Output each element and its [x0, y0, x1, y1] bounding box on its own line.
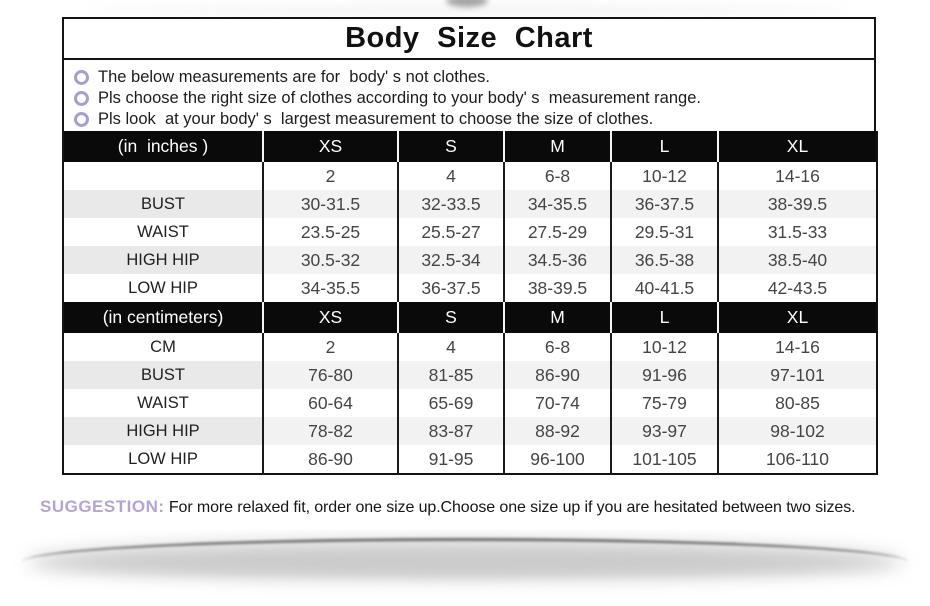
measure-label-cell: HIGH HIP — [63, 417, 263, 445]
bullet-ring-icon — [74, 70, 89, 85]
size-value-cell: 96-100 — [504, 445, 611, 474]
title-row — [64, 19, 874, 60]
size-value-cell: 106-110 — [718, 445, 877, 474]
size-value-cell: 2 — [263, 333, 398, 361]
table-row — [63, 445, 877, 474]
centimeters-size-table — [62, 302, 878, 475]
table-row — [63, 389, 877, 417]
size-value-cell: 80-85 — [718, 389, 877, 417]
top-shadow-streak — [90, 6, 850, 12]
size-value-cell: 97-101 — [718, 361, 877, 389]
size-tables — [62, 131, 876, 475]
size-value-cell: 70-74 — [504, 389, 611, 417]
unit-header-cell: (in inches ) — [63, 131, 263, 162]
size-value-cell: 38.5-40 — [718, 246, 877, 274]
size-value-cell: 30.5-32 — [263, 246, 398, 274]
size-col-header: XL — [718, 302, 877, 333]
size-value-cell: 98-102 — [718, 417, 877, 445]
size-value-cell: 4 — [398, 333, 504, 361]
size-value-cell: 2 — [263, 162, 398, 190]
size-value-cell: 36-37.5 — [611, 190, 718, 218]
size-value-cell: 10-12 — [611, 333, 718, 361]
bullet-ring-icon — [74, 91, 89, 106]
size-value-cell: 6-8 — [504, 162, 611, 190]
size-col-header: M — [504, 302, 611, 333]
note-text: Pls choose the right size of clothes according to your body' s measurement range. — [98, 89, 701, 107]
top-shadow-smudge — [446, 0, 488, 7]
measure-label-cell: BUST — [63, 190, 263, 218]
size-value-cell: 60-64 — [263, 389, 398, 417]
size-col-header: XS — [263, 131, 398, 162]
curl-shadow-lens — [28, 541, 902, 583]
table-header-row — [63, 302, 877, 333]
note-line — [74, 109, 866, 130]
measure-label-cell: CM — [63, 333, 263, 361]
size-value-cell: 36.5-38 — [611, 246, 718, 274]
note-line — [74, 88, 866, 109]
page-title: Body Size Chart — [345, 22, 593, 54]
bottom-curl-shadow — [0, 530, 930, 606]
size-col-header: S — [398, 302, 504, 333]
size-value-cell: 36-37.5 — [398, 274, 504, 302]
size-value-cell: 91-95 — [398, 445, 504, 474]
size-col-header: L — [611, 131, 718, 162]
table-row — [63, 218, 877, 246]
size-value-cell: 86-90 — [504, 361, 611, 389]
note-text: Pls look at your body' s largest measurement to choose the size of clothes. — [98, 110, 654, 128]
table-header-row — [63, 131, 877, 162]
size-value-cell: 27.5-29 — [504, 218, 611, 246]
unit-header-cell: (in centimeters) — [63, 302, 263, 333]
size-value-cell: 29.5-31 — [611, 218, 718, 246]
size-value-cell: 10-12 — [611, 162, 718, 190]
measure-label-cell — [63, 162, 263, 190]
curl-shadow-fade — [0, 574, 930, 606]
size-value-cell: 34-35.5 — [504, 190, 611, 218]
table-row — [63, 417, 877, 445]
size-value-cell: 14-16 — [718, 162, 877, 190]
note-line — [74, 67, 866, 88]
measure-label-cell: BUST — [63, 361, 263, 389]
note-text: The below measurements are for body' s not clothes. — [98, 68, 491, 86]
size-value-cell: 4 — [398, 162, 504, 190]
size-value-cell: 32.5-34 — [398, 246, 504, 274]
size-value-cell: 40-41.5 — [611, 274, 718, 302]
chart-frame — [62, 17, 876, 131]
measure-label-cell: WAIST — [63, 218, 263, 246]
measure-label-cell: WAIST — [63, 389, 263, 417]
bullet-ring-icon — [74, 112, 89, 127]
table-row — [63, 162, 877, 190]
size-value-cell: 42-43.5 — [718, 274, 877, 302]
size-value-cell: 23.5-25 — [263, 218, 398, 246]
size-col-header: L — [611, 302, 718, 333]
size-value-cell: 25.5-27 — [398, 218, 504, 246]
table-row — [63, 274, 877, 302]
size-value-cell: 76-80 — [263, 361, 398, 389]
size-value-cell: 78-82 — [263, 417, 398, 445]
size-value-cell: 75-79 — [611, 389, 718, 417]
size-value-cell: 38-39.5 — [718, 190, 877, 218]
size-value-cell: 30-31.5 — [263, 190, 398, 218]
size-value-cell: 34.5-36 — [504, 246, 611, 274]
measure-label-cell: HIGH HIP — [63, 246, 263, 274]
suggestion-line — [40, 497, 920, 517]
table-row — [63, 190, 877, 218]
size-value-cell: 86-90 — [263, 445, 398, 474]
size-value-cell: 14-16 — [718, 333, 877, 361]
size-value-cell: 65-69 — [398, 389, 504, 417]
measure-label-cell: LOW HIP — [63, 445, 263, 474]
inches-size-table — [62, 131, 878, 302]
size-col-header: XS — [263, 302, 398, 333]
size-value-cell: 38-39.5 — [504, 274, 611, 302]
size-col-header: XL — [718, 131, 877, 162]
size-value-cell: 34-35.5 — [263, 274, 398, 302]
size-col-header: S — [398, 131, 504, 162]
size-value-cell: 31.5-33 — [718, 218, 877, 246]
suggestion-text: For more relaxed fit, order one size up.Choose one size up if you are hesitated between two sizes. — [164, 499, 856, 516]
size-value-cell: 101-105 — [611, 445, 718, 474]
size-value-cell: 91-96 — [611, 361, 718, 389]
suggestion-label: SUGGESTION: — [40, 497, 165, 516]
size-col-header: M — [504, 131, 611, 162]
size-value-cell: 83-87 — [398, 417, 504, 445]
size-value-cell: 81-85 — [398, 361, 504, 389]
notes-list — [64, 60, 874, 134]
measure-label-cell: LOW HIP — [63, 274, 263, 302]
table-row — [63, 333, 877, 361]
curl-shadow-line — [22, 538, 908, 586]
size-value-cell: 32-33.5 — [398, 190, 504, 218]
table-row — [63, 246, 877, 274]
size-value-cell: 88-92 — [504, 417, 611, 445]
size-value-cell: 6-8 — [504, 333, 611, 361]
size-value-cell: 93-97 — [611, 417, 718, 445]
table-row — [63, 361, 877, 389]
